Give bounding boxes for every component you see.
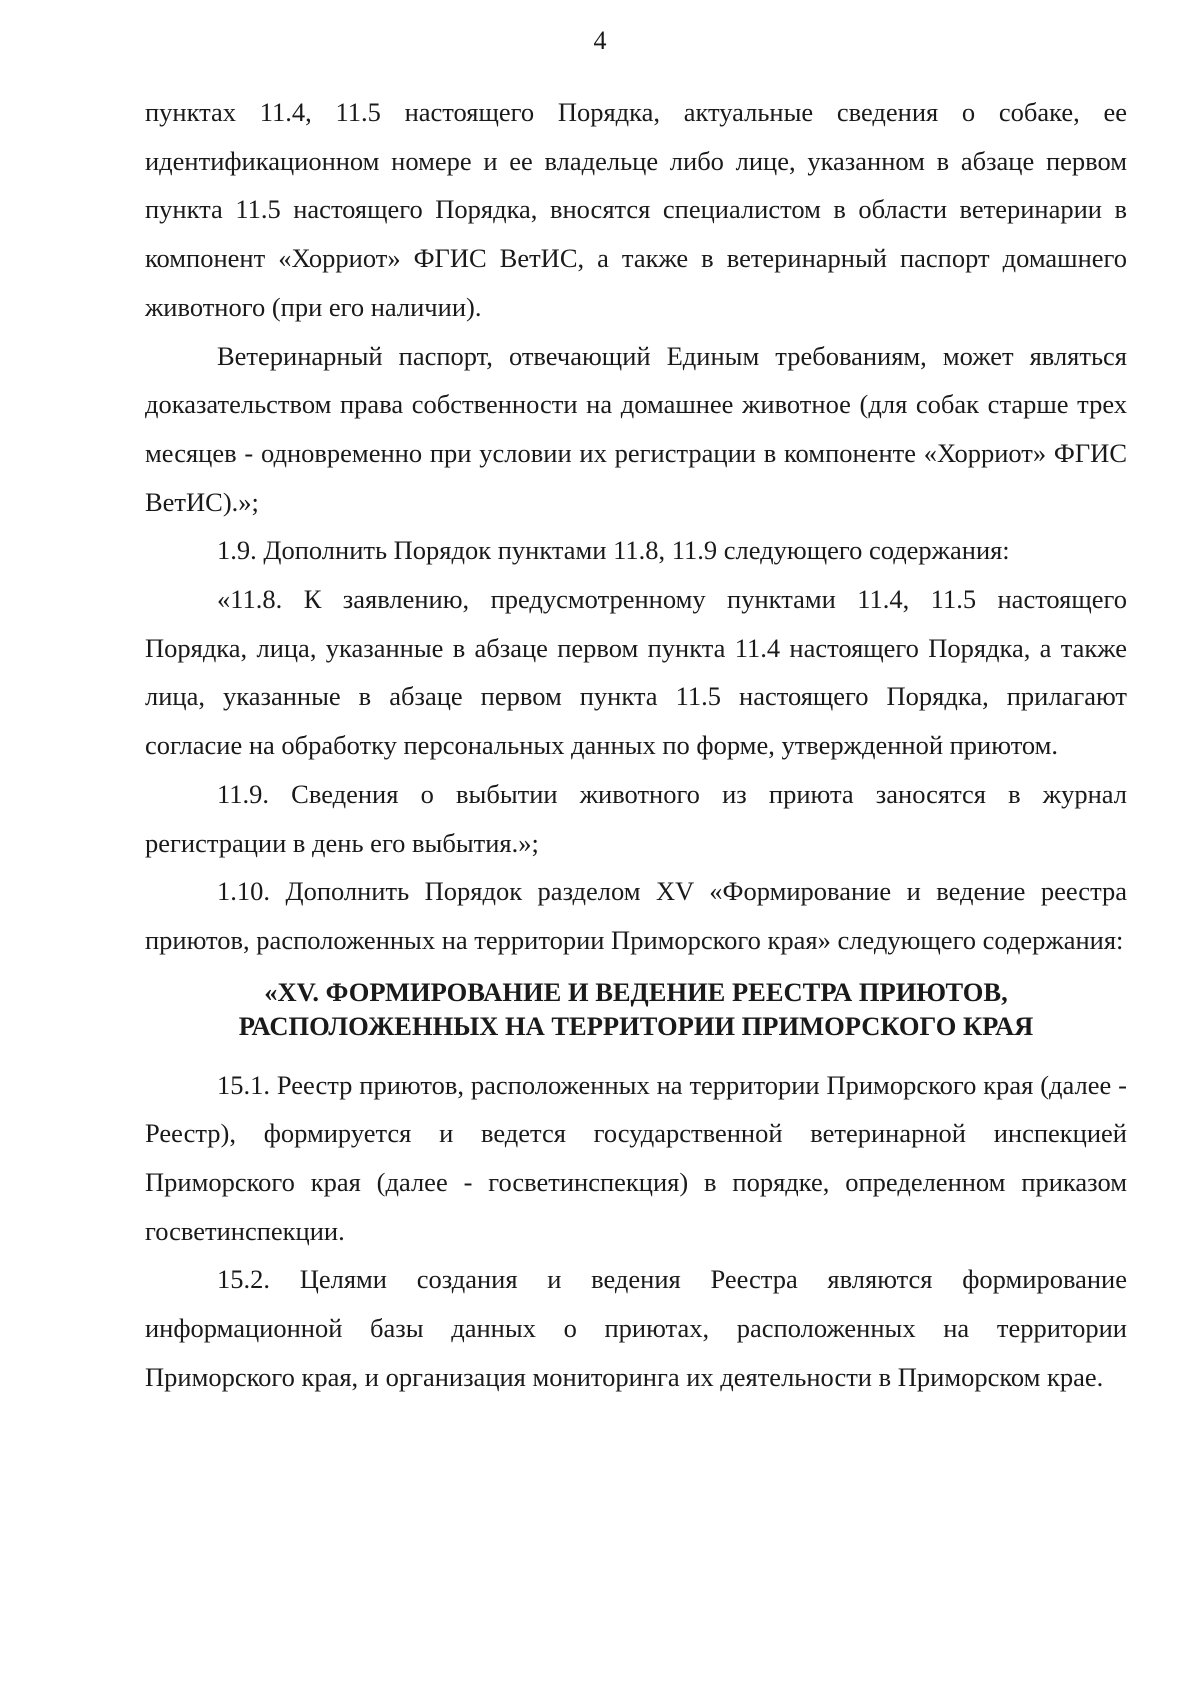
paragraph-amendment-1-10: 1.10. Дополнить Порядок разделом XV «Формирование и ведение реестра приютов, расположенных на территории Приморского края» следующего содержания: bbox=[145, 876, 1127, 955]
paragraph-pet-registration-details: пунктах 11.4, 11.5 настоящего Порядка, актуальные сведения о собаке, ее идентификационном номере и ее владельце либо лице, указанном в абзаце первом пункта 11.5 настоящего Порядка, вносятся специалистом в области ветеринарии в компонент «Хорриот» ФГИС ВетИС, а также в ветеринарный паспорт домашнего животного (при его наличии). bbox=[145, 97, 1127, 322]
section-heading-line-2: РАСПОЛОЖЕННЫХ НА ТЕРРИТОРИИ ПРИМОРСКОГО КРАЯ bbox=[238, 1010, 1034, 1041]
paragraph-clause-15-1: 15.1. Реестр приютов, расположенных на территории Приморского края (далее - Реестр), формируется и ведется государственной ветеринарной инспекцией Приморского края (далее - госветинспекция) в порядке, определенном приказом госветинспекции. bbox=[145, 1069, 1127, 1246]
section-heading-line-1: «XV. ФОРМИРОВАНИЕ И ВЕДЕНИЕ РЕЕСТРА ПРИЮТОВ, bbox=[264, 976, 1008, 1007]
document-body bbox=[145, 88, 1127, 1402]
page-number: 4 bbox=[593, 26, 607, 55]
paragraph-clause-15-2: 15.2. Целями создания и ведения Реестра являются формирование информационной базы данных о приютах, расположенных на территории Приморского края, и организация мониторинга их деятельности в Приморском крае. bbox=[145, 1264, 1127, 1392]
section-heading bbox=[145, 975, 1127, 1043]
paragraph-veterinary-passport: Ветеринарный паспорт, отвечающий Единым требованиям, может являться доказательством права собственности на домашнее животное (для собак старше трех месяцев - одновременно при условии их регистрации в компоненте «Хорриот» ФГИС ВетИС).»; bbox=[145, 340, 1127, 517]
paragraph-amendment-1-9: 1.9. Дополнить Порядок пунктами 11.8, 11.9 следующего содержания: bbox=[217, 535, 1010, 566]
paragraph-clause-11-8: «11.8. К заявлению, предусмотренному пунктами 11.4, 11.5 настоящего Порядка, лица, указанные в абзаце первом пункта 11.4 настоящего Порядка, а также лица, указанные в абзаце первом пункта 11.5 настоящего Порядка, прилагают согласие на обработку персональных данных по форме, утвержденной приютом. bbox=[145, 584, 1127, 761]
paragraph-clause-11-9: 11.9. Сведения о выбытии животного из приюта заносятся в журнал регистрации в день его выбытия.»; bbox=[145, 778, 1127, 858]
